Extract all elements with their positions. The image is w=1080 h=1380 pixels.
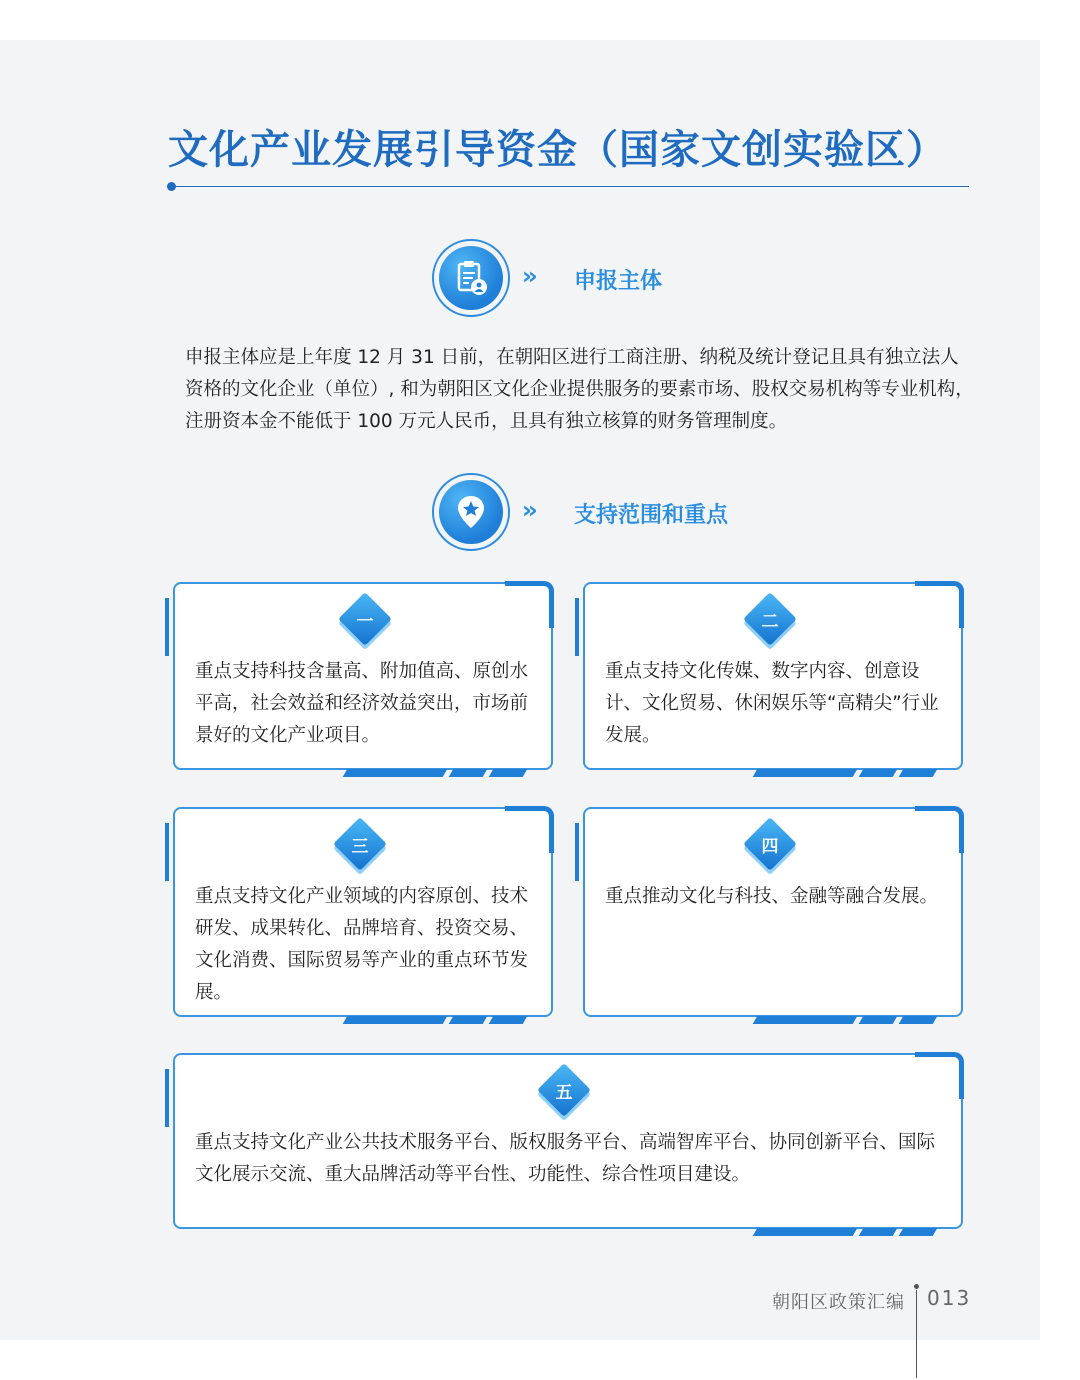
card-text: 重点支持文化产业领域的内容原创、技术研发、成果转化、品牌培育、投资交易、文化消费、国际贸易等产业的重点环节发展。 bbox=[195, 886, 529, 1003]
card-bottom-bar bbox=[755, 1016, 935, 1024]
card-number-badge: 四 bbox=[743, 817, 797, 871]
focus-card-5 bbox=[173, 1053, 963, 1229]
card-number-badge: 二 bbox=[743, 592, 797, 646]
focus-card-1 bbox=[173, 582, 553, 770]
card-bottom-bar bbox=[345, 1016, 525, 1024]
publication-name: 朝阳区政策汇编 bbox=[772, 1292, 905, 1313]
clipboard-user-icon bbox=[432, 239, 510, 317]
section-title-applicant: 申报主体 bbox=[574, 269, 663, 294]
section-title-scope: 支持范围和重点 bbox=[574, 503, 729, 528]
card-bottom-bar bbox=[755, 769, 935, 777]
footer-divider bbox=[916, 1290, 917, 1378]
focus-card-4 bbox=[583, 807, 963, 1017]
focus-card-3 bbox=[173, 807, 553, 1017]
card-bottom-bar bbox=[345, 769, 525, 777]
title-rule bbox=[172, 186, 969, 187]
card-text: 重点推动文化与科技、金融等融合发展。 bbox=[605, 886, 939, 907]
card-text: 重点支持文化传媒、数字内容、创意设计、文化贸易、休闲娱乐等“高精尖”行业发展。 bbox=[605, 661, 939, 746]
card-text: 重点支持科技含量高、附加值高、原创水平高，社会效益和经济效益突出，市场前景好的文化产业项目。 bbox=[195, 661, 529, 746]
page-number: 013 bbox=[927, 1286, 972, 1310]
card-bottom-bar bbox=[755, 1228, 935, 1236]
focus-card-2 bbox=[583, 582, 963, 770]
page-title: 文化产业发展引导资金（国家文创实验区） bbox=[168, 127, 947, 173]
applicant-paragraph: 申报主体应是上年度 12 月 31 日前，在朝阳区进行工商注册、纳税及统计登记且具有独立法人资格的文化企业（单位）, 和为朝阳区文化企业提供服务的要素市场、股权交易机构等专业机构，注册资本金不能低于 100 万元人民币，且具有独立核算的财务管理制度。 bbox=[185, 347, 974, 432]
card-number-badge: 三 bbox=[333, 817, 387, 871]
chevron-right-icon: ›› bbox=[522, 496, 534, 524]
card-text: 重点支持文化产业公共技术服务平台、版权服务平台、高端智库平台、协同创新平台、国际文化展示交流、重大品牌活动等平台性、功能性、综合性项目建设。 bbox=[195, 1132, 936, 1185]
card-number-badge: 五 bbox=[537, 1063, 591, 1117]
chevron-right-icon: ›› bbox=[522, 262, 534, 290]
card-number-badge: 一 bbox=[338, 592, 392, 646]
footer-line-dot bbox=[914, 1284, 919, 1289]
location-star-icon bbox=[432, 473, 510, 551]
